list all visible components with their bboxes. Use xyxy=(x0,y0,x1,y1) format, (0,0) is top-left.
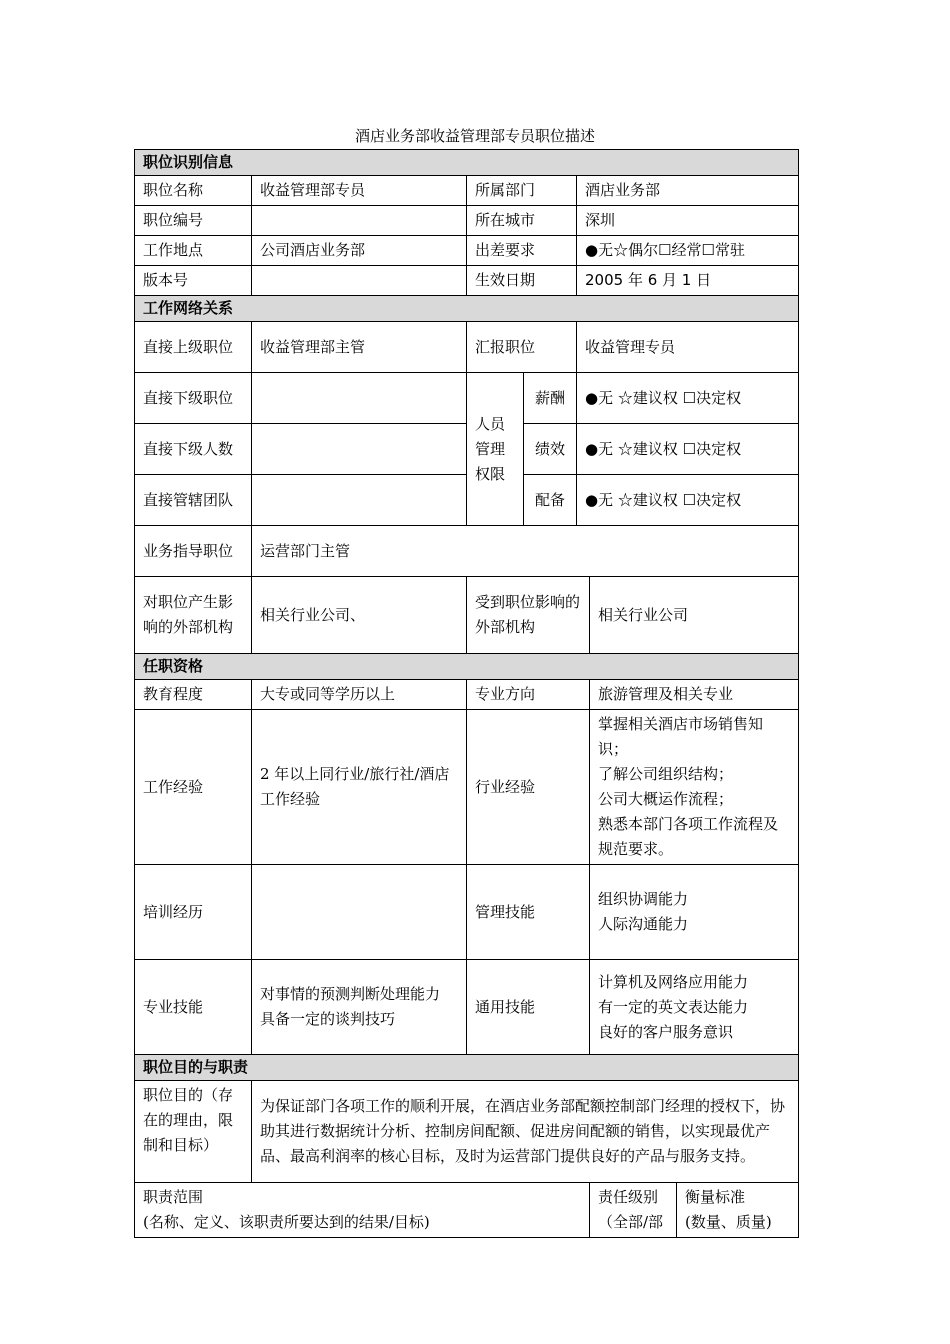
authority-label xyxy=(467,373,524,526)
education-label: 教育程度 xyxy=(135,680,252,710)
job-description-table xyxy=(134,149,799,1238)
training-label: 培训经历 xyxy=(135,865,252,960)
influenced-label: 受到职位影响的外部机构 xyxy=(467,577,590,654)
measure-label: 衡量标准 xyxy=(685,1188,746,1206)
general-skill-line: 良好的客户服务意识 xyxy=(598,1022,734,1041)
effective-date-value: 2005 年 6 月 1 日 xyxy=(577,266,799,296)
industry-line: 公司大概运作流程； xyxy=(598,790,734,808)
sub-count-label: 直接下级人数 xyxy=(135,424,252,475)
sub-position-value xyxy=(252,373,467,424)
purpose-label: 职位目的（存在的理由，限制和目标） xyxy=(135,1081,252,1183)
pro-skill-line: 具备一定的谈判技巧 xyxy=(260,1010,396,1028)
staffing-value: ●无 ☆建议权 ☐决定权 xyxy=(577,475,799,526)
guidance-value: 运营部门主管 xyxy=(252,526,799,577)
salary-label: 薪酬 xyxy=(524,373,577,424)
guidance-label: 业务指导职位 xyxy=(135,526,252,577)
section-network: 工作网络关系 xyxy=(135,296,799,322)
section-identification: 职位识别信息 xyxy=(135,150,799,176)
report-label: 汇报职位 xyxy=(467,322,577,373)
measure-header xyxy=(677,1183,799,1238)
scope-header xyxy=(135,1183,590,1238)
influence-out-value: 相关行业公司、 xyxy=(252,577,467,654)
section-purpose: 职位目的与职责 xyxy=(135,1055,799,1081)
staffing-label: 配备 xyxy=(524,475,577,526)
position-name-label: 职位名称 xyxy=(135,176,252,206)
position-code-value xyxy=(252,206,467,236)
version-label: 版本号 xyxy=(135,266,252,296)
sub-count-value xyxy=(252,424,467,475)
mgmt-skill-line: 组织协调能力 xyxy=(598,890,689,908)
level-header xyxy=(590,1183,677,1238)
general-skill-label: 通用技能 xyxy=(467,960,590,1055)
team-value xyxy=(252,475,467,526)
industry-value xyxy=(590,710,799,865)
department-label: 所属部门 xyxy=(467,176,577,206)
general-skill-line: 有一定的英文表达能力 xyxy=(598,997,749,1016)
travel-label: 出差要求 xyxy=(467,236,577,266)
mgmt-skill-value xyxy=(590,865,799,960)
major-value: 旅游管理及相关专业 xyxy=(590,680,799,710)
page-title: 酒店业务部收益管理部专员职位描述 xyxy=(354,127,595,145)
team-label: 直接管辖团队 xyxy=(135,475,252,526)
mgmt-skill-label: 管理技能 xyxy=(467,865,590,960)
salary-value: ●无 ☆建议权 ☐决定权 xyxy=(577,373,799,424)
education-value: 大专或同等学历以上 xyxy=(252,680,467,710)
measure-subtitle: (数量、质量) xyxy=(685,1213,772,1231)
pro-skill-label: 专业技能 xyxy=(135,960,252,1055)
level-label: 责任级别 xyxy=(598,1188,659,1206)
industry-label: 行业经验 xyxy=(467,710,590,865)
pro-skill-value xyxy=(252,960,467,1055)
location-label: 工作地点 xyxy=(135,236,252,266)
influenced-value: 相关行业公司 xyxy=(590,577,799,654)
major-label: 专业方向 xyxy=(467,680,590,710)
location-value: 公司酒店业务部 xyxy=(252,236,467,266)
industry-line: 熟悉本部门各项工作流程及规范要求。 xyxy=(598,815,779,858)
superior-label: 直接上级职位 xyxy=(135,322,252,373)
section-qualification: 任职资格 xyxy=(135,654,799,680)
superior-value: 收益管理部主管 xyxy=(252,322,467,373)
experience-value: 2 年以上同行业/旅行社/酒店工作经验 xyxy=(252,710,467,865)
mgmt-skill-line: 人际沟通能力 xyxy=(598,915,689,933)
purpose-value: 为保证部门各项工作的顺利开展，在酒店业务部配额控制部门经理的授权下，协助其进行数据统计分析、控制房间配额、促进房间配额的销售，以实现最优产品、最高利润率的核心目标，及时为运营部门提供良好的产品与服务支持。 xyxy=(252,1081,799,1183)
city-label: 所在城市 xyxy=(467,206,577,236)
scope-label: 职责范围 xyxy=(143,1188,204,1206)
influence-out-label: 对职位产生影响的外部机构 xyxy=(135,577,252,654)
report-value: 收益管理专员 xyxy=(577,322,799,373)
experience-label: 工作经验 xyxy=(135,710,252,865)
position-name-value: 收益管理部专员 xyxy=(252,176,467,206)
sub-position-label: 直接下级职位 xyxy=(135,373,252,424)
performance-value: ●无 ☆建议权 ☐决定权 xyxy=(577,424,799,475)
travel-value: ●无☆偶尔☐经常☐常驻 xyxy=(577,236,799,266)
training-value xyxy=(252,865,467,960)
position-code-label: 职位编号 xyxy=(135,206,252,236)
city-value: 深圳 xyxy=(577,206,799,236)
effective-date-label: 生效日期 xyxy=(467,266,577,296)
level-subtitle: （全部/部 xyxy=(598,1213,664,1231)
pro-skill-line: 对事情的预测判断处理能力 xyxy=(260,985,441,1003)
version-value xyxy=(252,266,467,296)
industry-line: 了解公司组织结构； xyxy=(598,765,734,783)
department-value: 酒店业务部 xyxy=(577,176,799,206)
performance-label: 绩效 xyxy=(524,424,577,475)
authority-label-line: 权限 xyxy=(475,464,506,483)
industry-line: 掌握相关酒店市场销售知识； xyxy=(598,715,764,758)
authority-label-line: 管理 xyxy=(475,439,506,458)
scope-subtitle: (名称、定义、该职责所要达到的结果/目标) xyxy=(143,1213,430,1231)
general-skill-value xyxy=(590,960,799,1055)
authority-label-line: 人员 xyxy=(475,414,506,433)
general-skill-line: 计算机及网络应用能力 xyxy=(598,972,749,991)
